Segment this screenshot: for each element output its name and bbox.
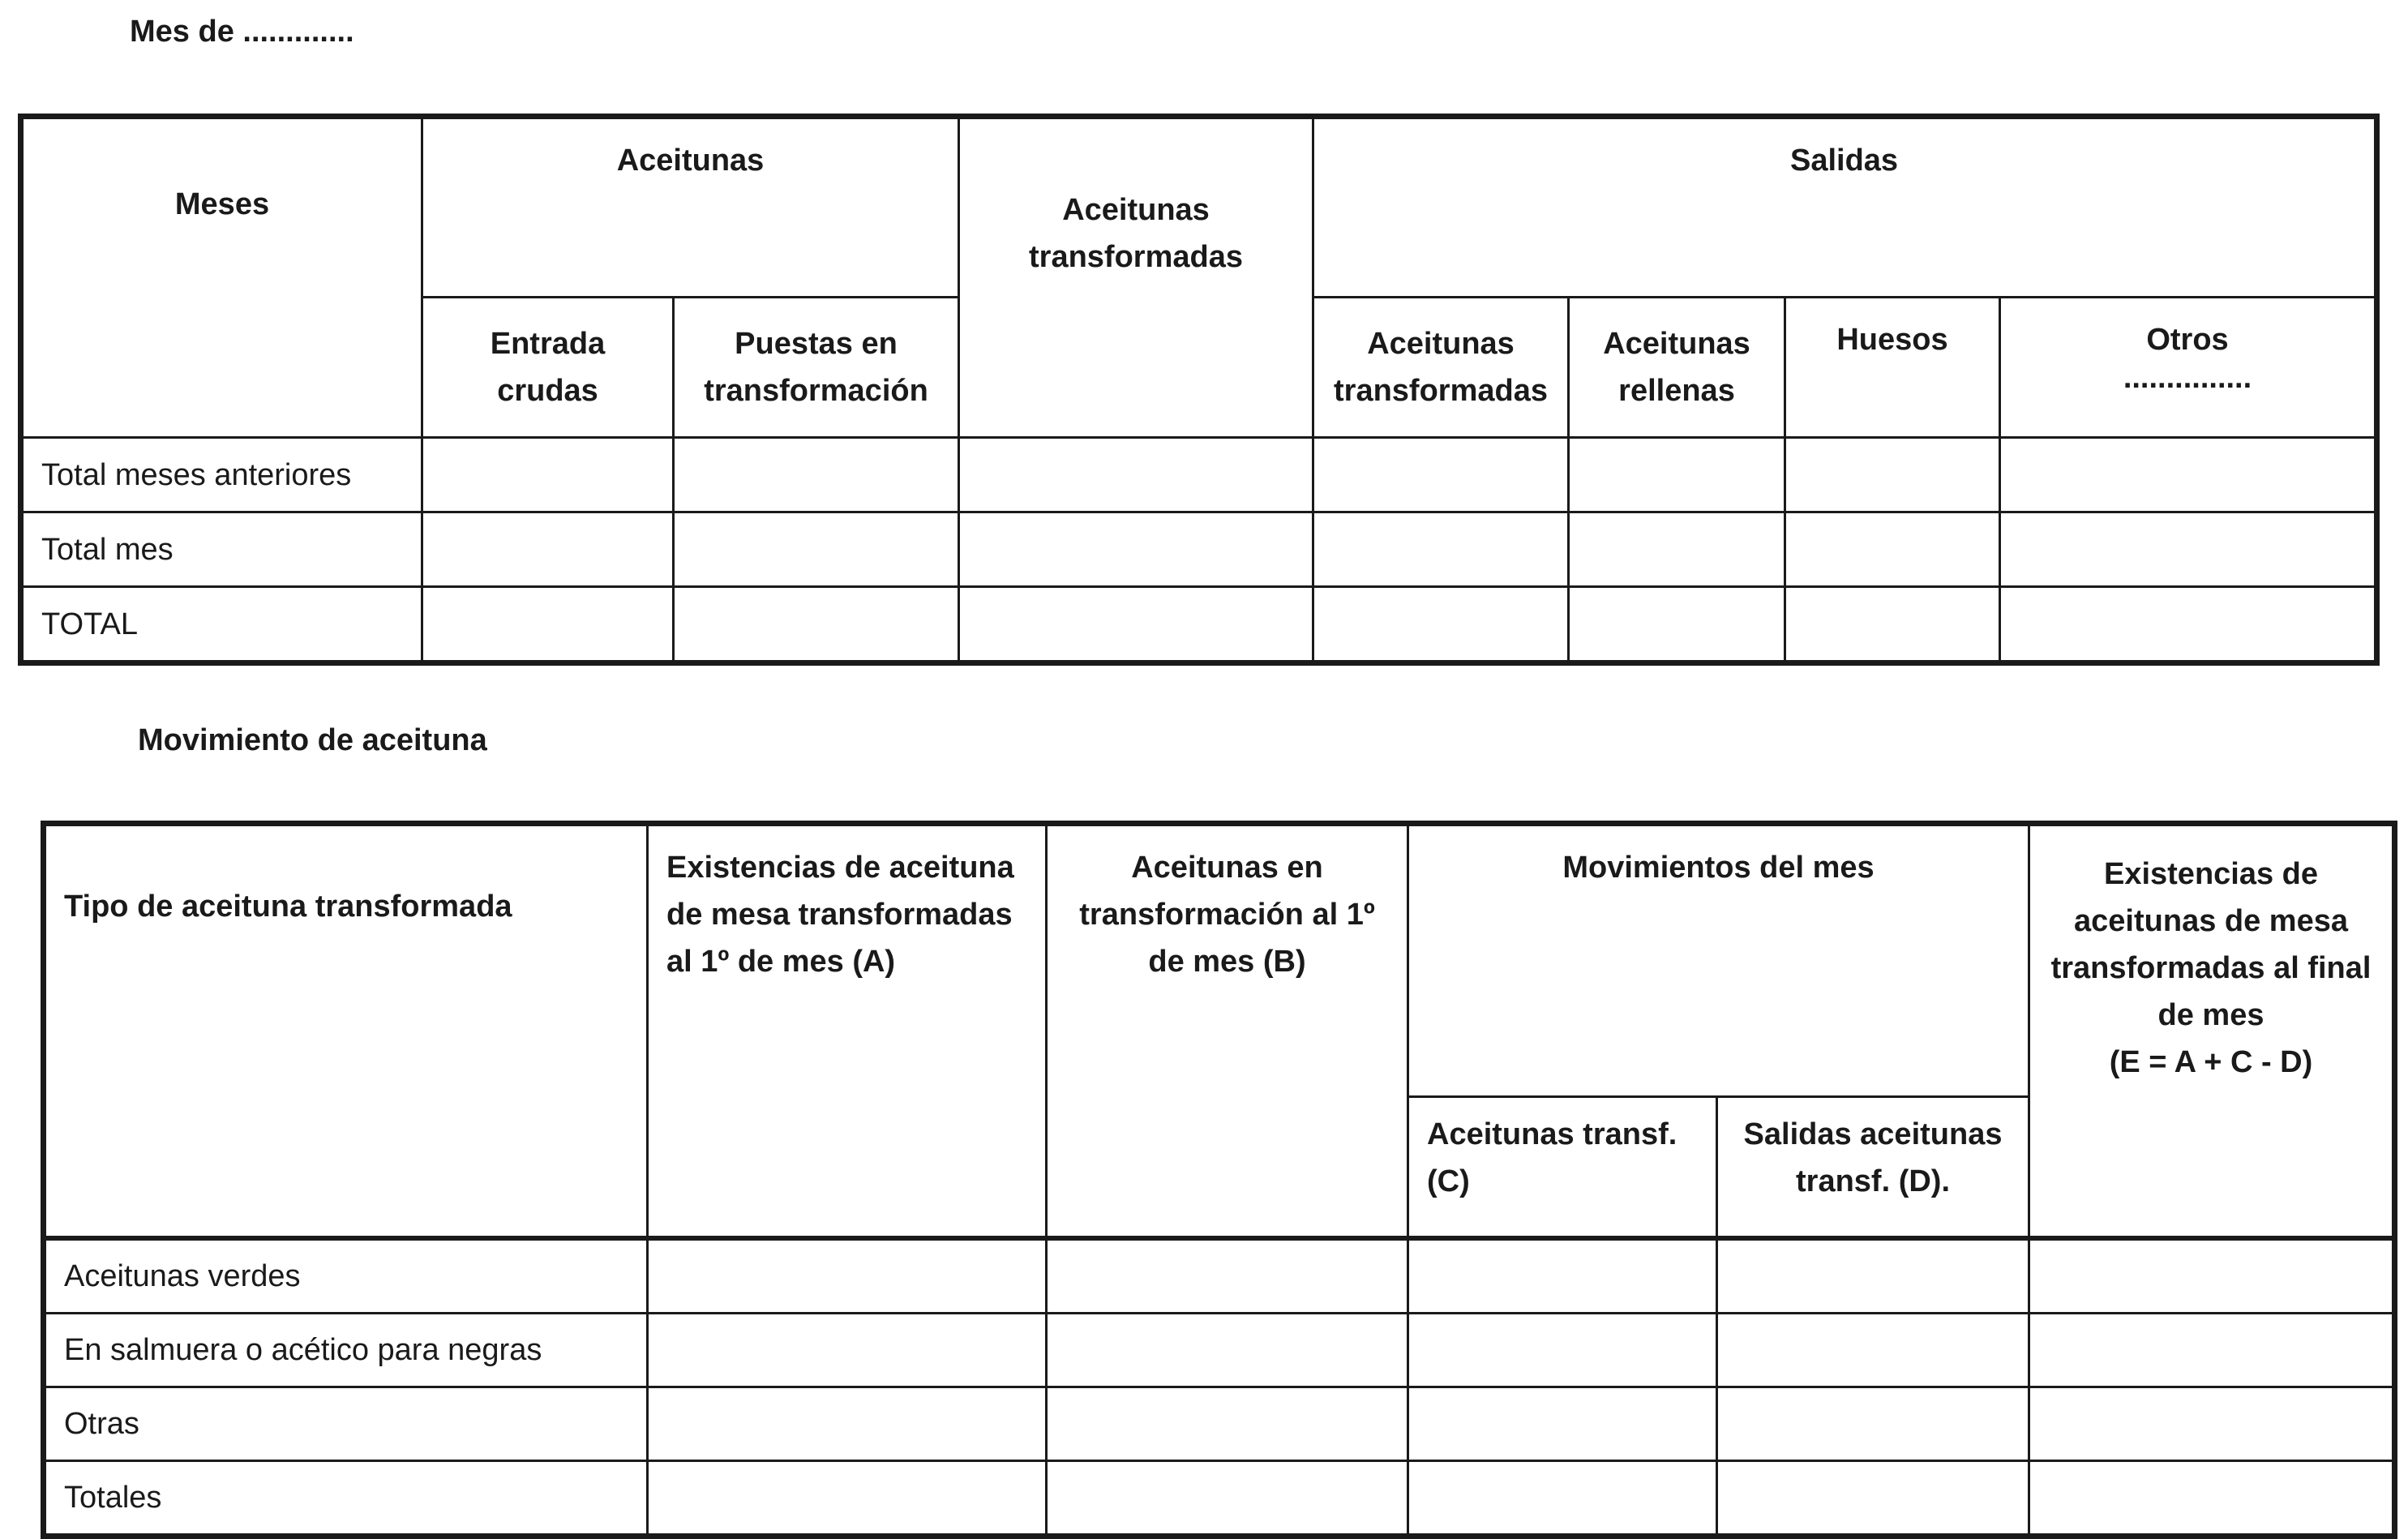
- table-row: [21, 587, 2377, 663]
- aceitunas-transformadas-header: Aceitunas transformadas: [959, 117, 1313, 438]
- table-cell[interactable]: [648, 1314, 1047, 1387]
- table-cell[interactable]: [959, 438, 1313, 512]
- table-cell[interactable]: [2000, 587, 2377, 663]
- table-cell[interactable]: [1717, 1387, 2029, 1461]
- table-cell[interactable]: [2029, 1461, 2395, 1537]
- mes-de-heading: Mes de .............: [130, 15, 354, 49]
- row-label: En salmuera o acético para negras: [44, 1314, 648, 1387]
- table-cell[interactable]: [959, 512, 1313, 587]
- table-cell[interactable]: [1313, 512, 1569, 587]
- row-label: Otras: [44, 1387, 648, 1461]
- table-cell[interactable]: [1047, 1387, 1408, 1461]
- table-cell[interactable]: [648, 1238, 1047, 1314]
- meses-table: [18, 114, 2380, 666]
- table-cell[interactable]: [1717, 1314, 2029, 1387]
- row-label: Totales: [44, 1461, 648, 1537]
- salidas-aceitunas-rellenas-header: Aceitunas rellenas: [1569, 298, 1785, 438]
- table-cell[interactable]: [674, 587, 959, 663]
- movimiento-heading: Movimiento de aceituna: [138, 723, 487, 757]
- existencias-final-formula: (E = A + C - D): [2109, 1045, 2313, 1079]
- table-cell[interactable]: [1313, 587, 1569, 663]
- table-cell[interactable]: [422, 512, 674, 587]
- table-cell[interactable]: [1047, 1238, 1408, 1314]
- existencias-final-header: Existencias de aceitunas de mesa transformadas al final de mes (E = A + C - D): [2029, 824, 2395, 1239]
- table-cell[interactable]: [1569, 438, 1785, 512]
- table-cell[interactable]: [1047, 1314, 1408, 1387]
- table-cell[interactable]: [422, 587, 674, 663]
- table-row: [21, 438, 2377, 512]
- row-label: Total mes: [21, 512, 422, 587]
- table-cell[interactable]: [1785, 587, 2000, 663]
- table-row: [44, 1314, 2395, 1387]
- movimiento-table: [41, 821, 2397, 1539]
- table-row: [44, 1238, 2395, 1314]
- en-transformacion-header: Aceitunas en transformación al 1º de mes (B): [1047, 824, 1408, 1239]
- meses-header: Meses: [21, 117, 422, 438]
- existencias-inicio-header: Existencias de aceituna de mesa transformadas al 1º de mes (A): [648, 824, 1047, 1239]
- table-cell[interactable]: [674, 438, 959, 512]
- table-cell[interactable]: [2029, 1238, 2395, 1314]
- table-cell[interactable]: [1785, 438, 2000, 512]
- table-cell[interactable]: [648, 1461, 1047, 1537]
- table-cell[interactable]: [1047, 1461, 1408, 1537]
- row-label: TOTAL: [21, 587, 422, 663]
- table-row: [21, 512, 2377, 587]
- table-row: [44, 1387, 2395, 1461]
- table-cell[interactable]: [1717, 1238, 2029, 1314]
- table-cell[interactable]: [1408, 1461, 1717, 1537]
- table-cell[interactable]: [1569, 587, 1785, 663]
- table-cell[interactable]: [1785, 512, 2000, 587]
- table-cell[interactable]: [2000, 512, 2377, 587]
- table-cell[interactable]: [959, 587, 1313, 663]
- table-cell[interactable]: [422, 438, 674, 512]
- tipo-aceituna-header: Tipo de aceituna transformada: [44, 824, 648, 1239]
- table-cell[interactable]: [1569, 512, 1785, 587]
- otros-header: Otros ...............: [2000, 298, 2377, 438]
- table-cell[interactable]: [2000, 438, 2377, 512]
- table-row: [44, 1461, 2395, 1537]
- aceitunas-transf-c-header: Aceitunas transf. (C): [1408, 1097, 1717, 1239]
- table-cell[interactable]: [1408, 1387, 1717, 1461]
- salidas-aceitunas-transformadas-header: Aceitunas transformadas: [1313, 298, 1569, 438]
- table-cell[interactable]: [2029, 1387, 2395, 1461]
- table-cell[interactable]: [2029, 1314, 2395, 1387]
- aceitunas-group-header: Aceitunas: [422, 117, 959, 298]
- table-cell[interactable]: [1408, 1238, 1717, 1314]
- puestas-transformacion-header: Puestas en transformación: [674, 298, 959, 438]
- salidas-aceitunas-d-header: Salidas aceitunas transf. (D).: [1717, 1097, 2029, 1239]
- table-cell[interactable]: [648, 1387, 1047, 1461]
- entrada-crudas-header: Entrada crudas: [422, 298, 674, 438]
- row-label: Total meses anteriores: [21, 438, 422, 512]
- row-label: Aceitunas verdes: [44, 1238, 648, 1314]
- otros-dots: ...............: [2123, 361, 2252, 395]
- salidas-group-header: Salidas: [1313, 117, 2377, 298]
- table-cell[interactable]: [1313, 438, 1569, 512]
- table-cell[interactable]: [674, 512, 959, 587]
- movimientos-mes-group-header: Movimientos del mes: [1408, 824, 2029, 1097]
- huesos-header: Huesos: [1785, 298, 2000, 438]
- table-cell[interactable]: [1408, 1314, 1717, 1387]
- table-cell[interactable]: [1717, 1461, 2029, 1537]
